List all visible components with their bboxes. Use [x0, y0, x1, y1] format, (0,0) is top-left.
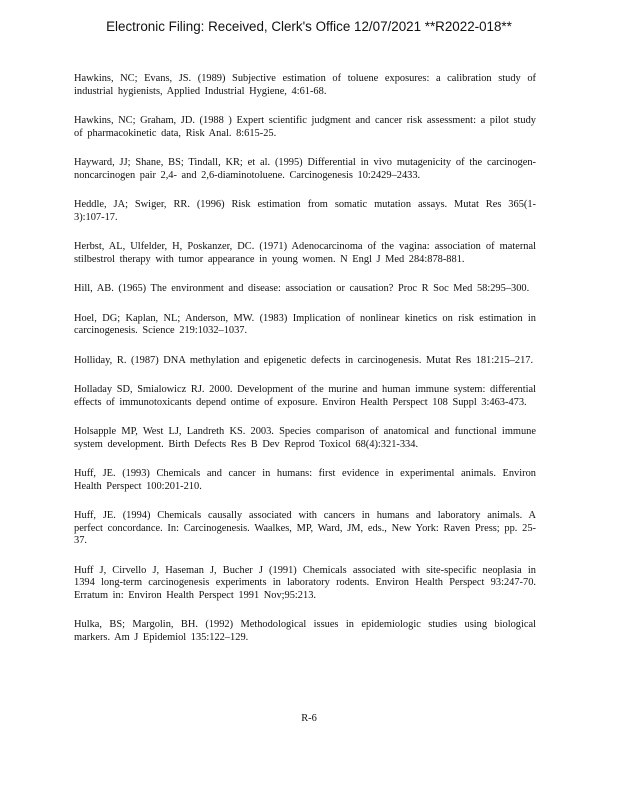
- reference-entry: Hawkins, NC; Evans, JS. (1989) Subjective estimation of toluene exposures: a calibration study of industrial hygienists, Applied Industrial Hygiene, 4:61-68.: [74, 73, 536, 97]
- reference-entry: Hulka, BS; Margolin, BH. (1992) Methodological issues in epidemiologic studies using biological markers. Am J Epidemiol 135:122–129.: [74, 619, 536, 643]
- reference-entry: Holsapple MP, West LJ, Landreth KS. 2003. Species comparison of anatomical and functional immune system development. Birth Defects Res B Dev Reprod Toxicol 68(4):321-334.: [74, 426, 536, 450]
- filing-stamp-header: Electronic Filing: Received, Clerk's Office 12/07/2021 **R2022-018**: [106, 19, 512, 34]
- reference-entry: Hawkins, NC; Graham, JD. (1988 ) Expert scientific judgment and cancer risk assessment: a pilot study of pharmacokinetic data, Risk Anal. 8:615-25.: [74, 115, 536, 139]
- reference-entry: Huff, JE. (1994) Chemicals causally associated with cancers in humans and laboratory animals. A perfect concordance. In: Carcinogenesis. Waalkes, MP, Ward, JM, eds., New York: Raven Press; pp. 25-37.: [74, 510, 536, 546]
- reference-entry: Hoel, DG; Kaplan, NL; Anderson, MW. (1983) Implication of nonlinear kinetics on risk estimation in carcinogenesis. Science 219:1032–1037.: [74, 312, 536, 336]
- reference-entry: Heddle, JA; Swiger, RR. (1996) Risk estimation from somatic mutation assays. Mutat Res 365(1-3):107-17.: [74, 199, 536, 223]
- reference-entry: Herbst, AL, Ulfelder, H, Poskanzer, DC. (1971) Adenocarcinoma of the vagina: association of maternal stilbestrol therapy with tumor appearance in young women. N Engl J Med 284:878-881.: [74, 241, 536, 265]
- reference-entry: Holliday, R. (1987) DNA methylation and epigenetic defects in carcinogenesis. Mutat Res 181:215–217.: [74, 354, 534, 366]
- reference-entry: Hill, AB. (1965) The environment and disease: association or causation? Proc R Soc Med 58:295–300.: [74, 283, 530, 294]
- reference-list: [74, 73, 536, 661]
- reference-entry: Hayward, JJ; Shane, BS; Tindall, KR; et al. (1995) Differential in vivo mutagenicity of the carcinogen-noncarcinogen pair 2,4- and 2,6-diaminotoluene. Carcinogenesis 10:2429–2433.: [74, 157, 536, 181]
- reference-entry: Huff, JE. (1993) Chemicals and cancer in humans: first evidence in experimental animals. Environ Health Perspect 100:201-210.: [74, 468, 536, 492]
- page-number: R-6: [301, 713, 317, 724]
- reference-entry: Holladay SD, Smialowicz RJ. 2000. Development of the murine and human immune system: differential effects of immunotoxicants depend ontime of exposure. Environ Health Perspect 108 Suppl 3:463-473.: [74, 384, 536, 408]
- reference-entry: Huff J, Cirvello J, Haseman J, Bucher J (1991) Chemicals associated with site-specific neoplasia in 1394 long-term carcinogenesis experiments in laboratory rodents. Environ Health Perspect 93:247-70. Erratum in: Environ Health Perspect 1991 Nov;95:213.: [74, 564, 536, 601]
